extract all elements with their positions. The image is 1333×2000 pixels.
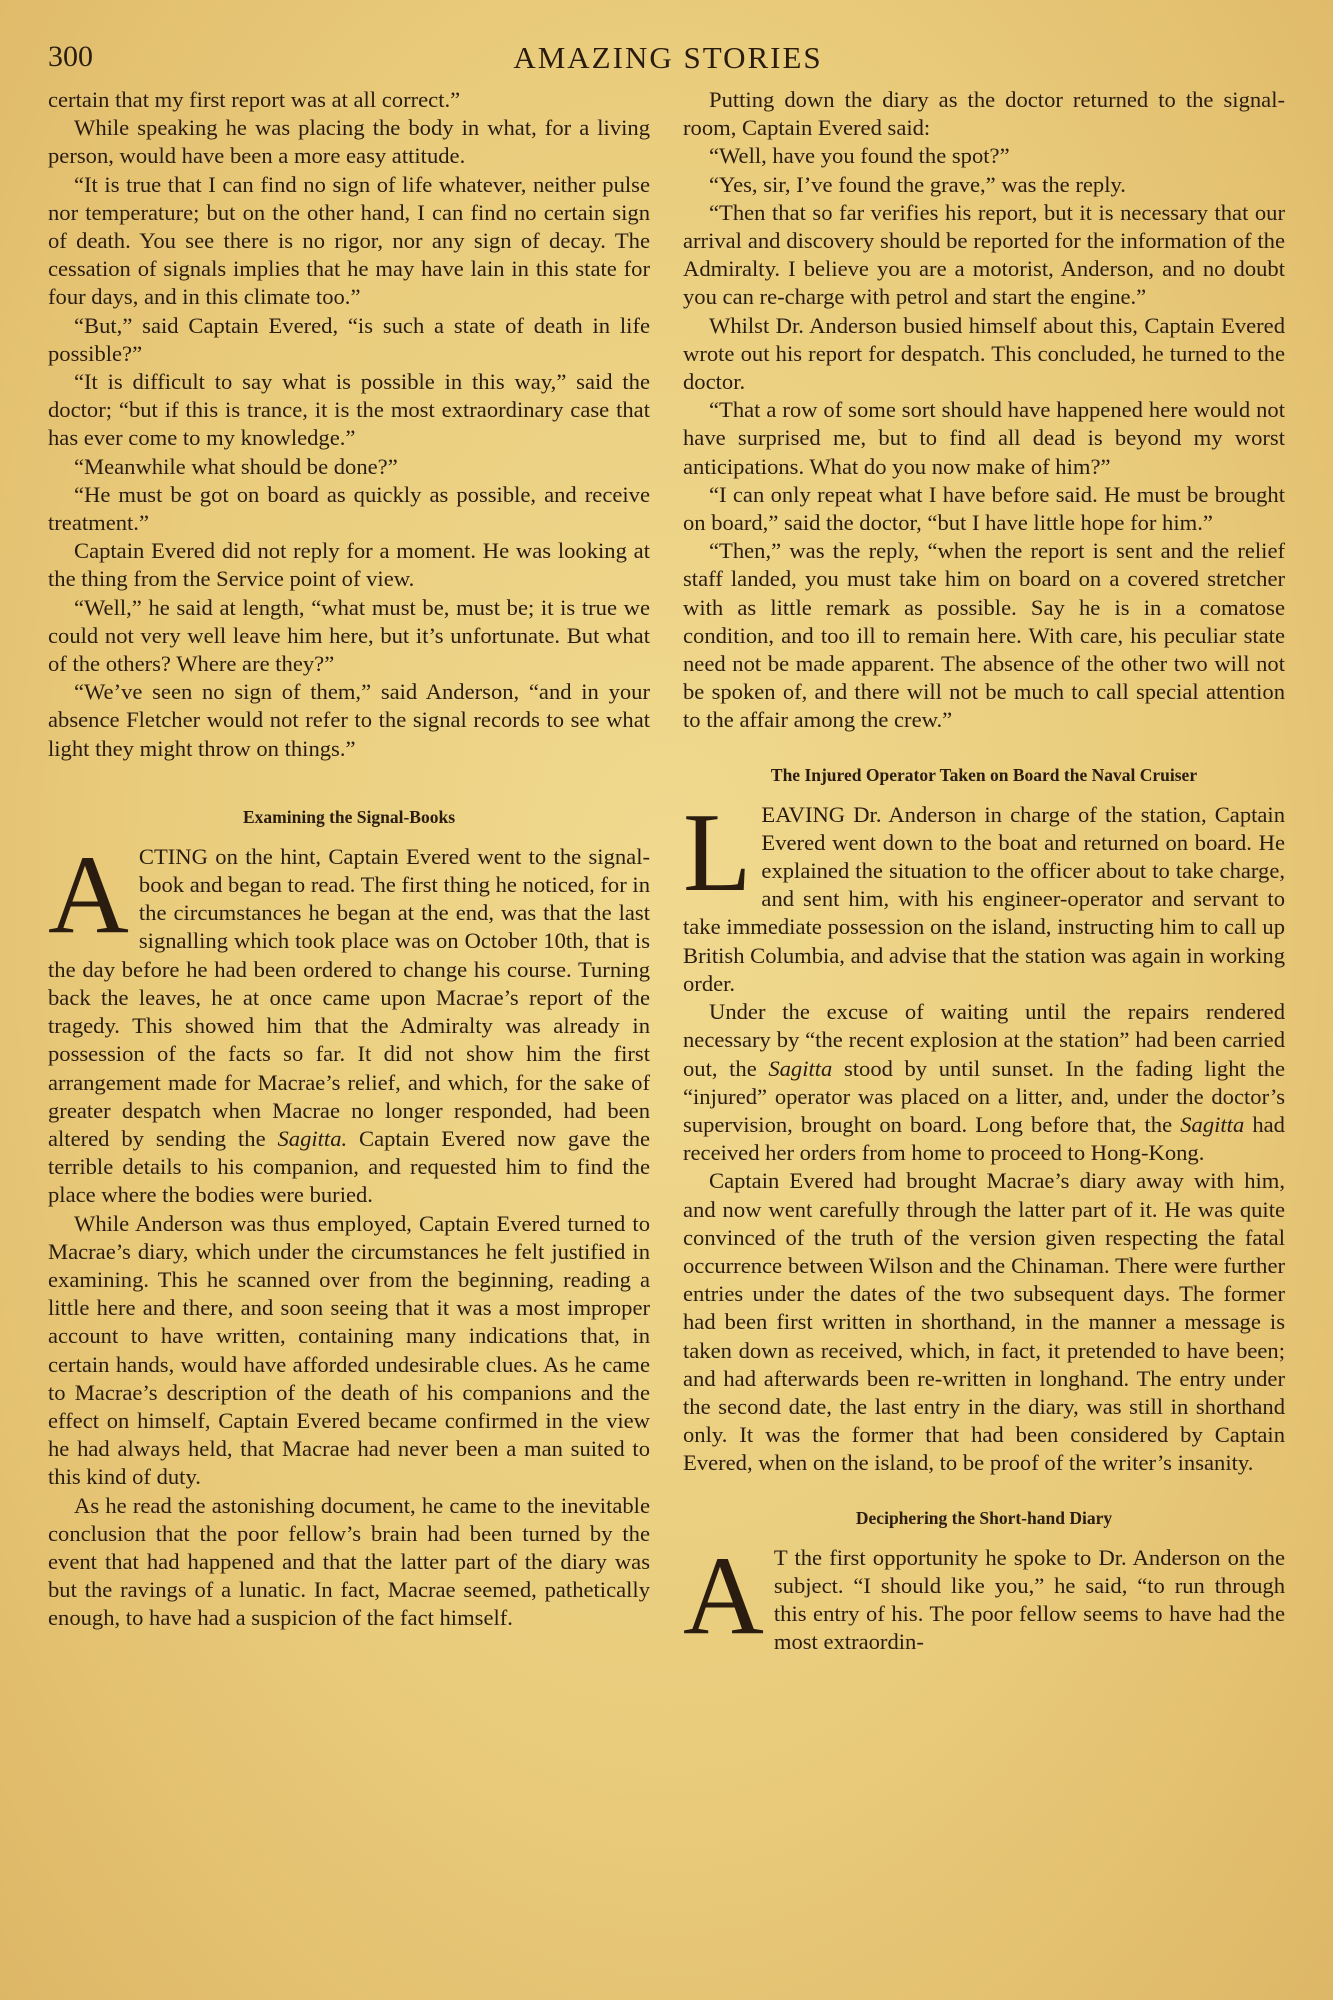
running-title: AMAZING STORIES — [513, 40, 823, 75]
paragraph — [48, 114, 650, 170]
text-run: Putting down the diary as the doctor returned to the signal-room, Captain Evered said: — [683, 87, 1285, 141]
italic-text: Sagitta — [768, 1055, 833, 1081]
section-heading: Examining the Signal-Books — [243, 806, 455, 827]
paragraph — [683, 86, 1285, 142]
right-column — [683, 86, 1285, 1656]
drop-cap: A — [48, 832, 129, 957]
drop-cap: A — [683, 1533, 764, 1658]
italic-text: Sagitta — [1180, 1111, 1245, 1137]
paragraph — [683, 1167, 1285, 1477]
paragraph — [48, 312, 650, 368]
text-run: “It is true that I can find no sign of life whatever, neither pulse nor temperature; but on the other hand, I can find no certain sign of death. You see there is no rigor, nor any sign of decay. The cessation of signals implies that he may have lain in this state for four days, and in this climate too.” — [48, 171, 650, 310]
text-run: “Well,” he said at length, “what must be, must be; it is true we could not very well leave him here, but it’s unfortunate. But what of the others? Where are they?” — [48, 594, 650, 677]
text-run: “I can only repeat what I have before said. He must be brought on board,” said the doctor, “but I have little hope for him.” — [683, 481, 1285, 536]
text-run: “Well, have you found the spot?” — [709, 143, 1010, 169]
paragraph — [683, 396, 1285, 481]
text-run: “That a row of some sort should have happened here would not have surprised me, but to find all dead is beyond my worst anticipations. What do you now make of him?” — [683, 397, 1285, 479]
text-run: “But,” said Captain Evered, “is such a state of death in life possible?” — [48, 312, 650, 366]
text-run: “Then,” was the reply, “when the report is sent and the relief staff landed, you must take him on board on a covered stretcher with as little remark as possible. Say he is in a comatose condition, and too ill to remain here. With care, his peculiar state need not be made apparent. The absence of the other two will not be spoken of, and there will not be much to call special attention to the affair among the crew.” — [683, 538, 1285, 733]
text-run: “Yes, sir, I’ve found the grave,” was the reply. — [709, 171, 1126, 197]
page-header — [48, 40, 1288, 80]
paragraph — [683, 171, 1285, 199]
text-run: Whilst Dr. Anderson busied himself about this, Captain Evered wrote out his report for despatch. This concluded, he turned to the doctor. — [683, 312, 1285, 395]
paragraph — [683, 998, 1285, 1167]
text-run: As he read the astonishing document, he came to the inevitable conclusion that the poor fellow’s brain had been turned by the event that had happened and that the latter part of the diary was but the ravings of a lunatic. In fact, Macrae seemed, pathetically enough, to have had a suspicion of the fact himself. — [48, 1492, 650, 1631]
italic-text: Sagitta. — [277, 1125, 348, 1151]
text-run: “Then that so far verifies his report, but it is necessary that our arrival and discovery should be reported for the information of the Admiralty. I believe you are a motorist, Anderson, and no doubt you can re-charge with petrol and start the engine.” — [683, 199, 1285, 310]
page-number: 300 — [48, 40, 93, 73]
paragraph — [48, 453, 650, 481]
text-run: T the first opportunity he spoke to Dr. Anderson on the subject. “I should like you,” he said, “to run through this entry of his. The poor fellow seems to have had the most extraordin- — [773, 1544, 1285, 1655]
text-run: EAVING Dr. Anderson in charge of the station, Captain Evered went down to the boat and returned on board. He explained the situation to the officer about to take charge, and sent him, with his engineer-operator and servant to take immediate possession on the island, instructing him to call up British Columbia, and advise that the station was again in working order. — [683, 801, 1285, 996]
text-run: Captain Evered now gave the terrible details to his companion, and requested him to find the place where the bodies were buried. — [48, 1125, 650, 1208]
paragraph — [48, 537, 650, 593]
paragraph — [48, 481, 650, 537]
text-run: “He must be got on board as quickly as possible, and receive treatment.” — [48, 481, 650, 536]
paragraph — [48, 678, 650, 763]
paragraph — [683, 199, 1285, 312]
text-run: While speaking he was placing the body in what, for a living person, would have been a more easy attitude. — [48, 115, 650, 169]
drop-cap: L — [683, 790, 752, 915]
text-run: Under the excuse of waiting until the repairs rendered necessary by “the recent explosion at the station” had been carried out, the — [683, 999, 1285, 1081]
paragraph — [683, 537, 1285, 734]
paragraph — [48, 86, 650, 114]
text-run: Captain Evered did not reply for a moment. He was looking at the thing from the Service point of view. — [48, 538, 650, 592]
drop-cap-paragraph — [683, 1533, 1285, 1658]
paragraph — [683, 312, 1285, 397]
paragraph — [48, 1492, 650, 1633]
drop-cap-paragraph — [48, 832, 650, 1210]
text-run: “Meanwhile what should be done?” — [74, 453, 398, 479]
left-column — [48, 86, 650, 1633]
text-run: “It is difficult to say what is possible in this way,” said the doctor; “but if this is trance, it is the most extraordinary case that has ever come to my knowledge.” — [48, 369, 650, 451]
paragraph — [683, 481, 1285, 537]
text-run: “We’ve seen no sign of them,” said Anderson, “and in your absence Fletcher would not refer to the signal records to see what light they might throw on things.” — [48, 679, 650, 761]
paragraph — [48, 594, 650, 679]
text-run: certain that my first report was at all correct.” — [48, 87, 461, 112]
text-run: Captain Evered had brought Macrae’s diary away with him, and now went carefully through the latter part of it. He was quite convinced of the truth of the version given respecting the fatal occurrence between Wilson and the Chinaman. There were further entries under the dates of the two subsequent days. The former had been first written in shorthand, in the manner a message is taken down as received, which, in fact, it pretended to have been; and had afterwards been re-written in longhand. The entry under the second date, the last entry in the diary, was still in shorthand only. It was the former that had been considered by Captain Evered, when on the island, to be proof of the writer’s insanity. — [683, 1168, 1285, 1476]
text-run: had received her orders from home to proceed to Hong-Kong. — [683, 1111, 1285, 1166]
drop-cap-paragraph — [683, 790, 1285, 998]
section-heading: The Injured Operator Taken on Board the Naval Cruiser — [770, 764, 1198, 785]
paragraph — [48, 171, 650, 312]
text-run: CTING on the hint, Captain Evered went to the signal-book and began to read. The first thing he noticed, for in the circumstances he began at the end, was that the last signalling which took place was on October 10th, that is the day before he had been ordered to change his course. Turning back the leaves, he at once came upon Macrae’s report of the tragedy. This showed him that the Admiralty was already in possession of the facts so far. It did not show him the first arrangement made for Macrae’s relief, and which, for the sake of greater despatch when Macrae no longer responded, had been altered by sending the — [48, 843, 650, 1151]
text-run: While Anderson was thus employed, Captain Evered turned to Macrae’s diary, which under the circumstances he felt justified in examining. This he scanned over from the beginning, reading a little here and there, and soon seeing that it was a most improper account to have written, containing many indications that, in certain hands, would have afforded undesirable clues. As he came to Macrae’s description of the death of his companions and the effect on himself, Captain Evered became confirmed in the view he had always held, that Macrae had never been a man suited to this kind of duty. — [48, 1210, 650, 1490]
section-heading: Deciphering the Short-hand Diary — [855, 1507, 1113, 1528]
paragraph — [48, 368, 650, 453]
paragraph — [48, 1210, 650, 1492]
text-run: stood by until sunset. In the fading light the “injured” operator was placed on a litter, and, under the doctor’s supervision, brought on board. Long before that, the — [683, 1055, 1286, 1137]
paragraph — [683, 142, 1285, 170]
